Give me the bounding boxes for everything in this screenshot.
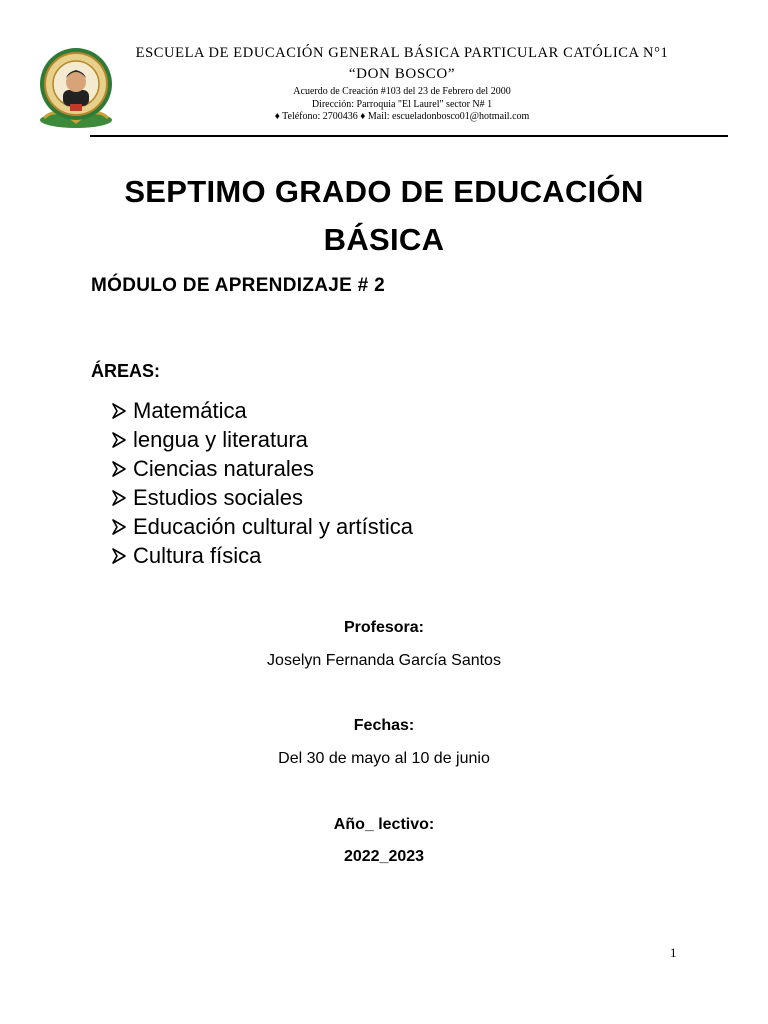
- area-label: Ciencias naturales: [133, 456, 314, 481]
- arrow-bullet-icon: [112, 548, 126, 564]
- teacher-name: Joselyn Fernanda García Santos: [267, 652, 501, 669]
- document-title: SEPTIMO GRADO DE EDUCACIÓN BÁSICA: [124, 174, 644, 257]
- area-label: Estudios sociales: [133, 485, 303, 510]
- area-label: Matemática: [133, 398, 247, 423]
- creation-agreement: Acuerdo de Creación #103 del 23 de Febrero del 2000: [293, 86, 511, 97]
- school-contact: ♦ Teléfono: 2700436 ♦ Mail: escueladonbosco01@hotmail.com: [274, 111, 530, 122]
- list-item: [112, 396, 413, 425]
- page-number: 1: [670, 945, 677, 960]
- list-item: [112, 512, 413, 541]
- areas-heading: ÁREAS:: [91, 361, 161, 381]
- arrow-bullet-icon: [112, 519, 126, 535]
- school-year-value: 2022_2023: [343, 848, 425, 865]
- arrow-bullet-icon: [112, 432, 126, 448]
- arrow-bullet-icon: [112, 490, 126, 506]
- teacher-label: Profesora:: [343, 619, 425, 636]
- list-item: [112, 541, 413, 570]
- list-item: [112, 483, 413, 512]
- area-label: lengua y literatura: [133, 427, 308, 452]
- dates-value: Del 30 de mayo al 10 de junio: [278, 750, 490, 767]
- school-name: ESCUELA DE EDUCACIÓN GENERAL BÁSICA PARTICULAR CATÓLICA N°1: [135, 45, 669, 61]
- list-item: [112, 454, 413, 483]
- arrow-bullet-icon: [112, 461, 126, 477]
- arrow-bullet-icon: [112, 403, 126, 419]
- module-title: MÓDULO DE APRENDIZAJE # 2: [91, 275, 385, 296]
- list-item: [112, 425, 413, 454]
- header-divider: [90, 135, 728, 137]
- dates-label: Fechas:: [353, 717, 415, 734]
- area-label: Cultura física: [133, 543, 262, 568]
- area-label: Educación cultural y artística: [133, 514, 414, 539]
- school-motto: “DON BOSCO”: [348, 66, 456, 82]
- areas-list: [112, 396, 413, 570]
- school-address: Dirección: Parroquia "El Laurel" sector N# 1: [311, 99, 493, 110]
- school-year-label: Año_ lectivo:: [333, 816, 435, 833]
